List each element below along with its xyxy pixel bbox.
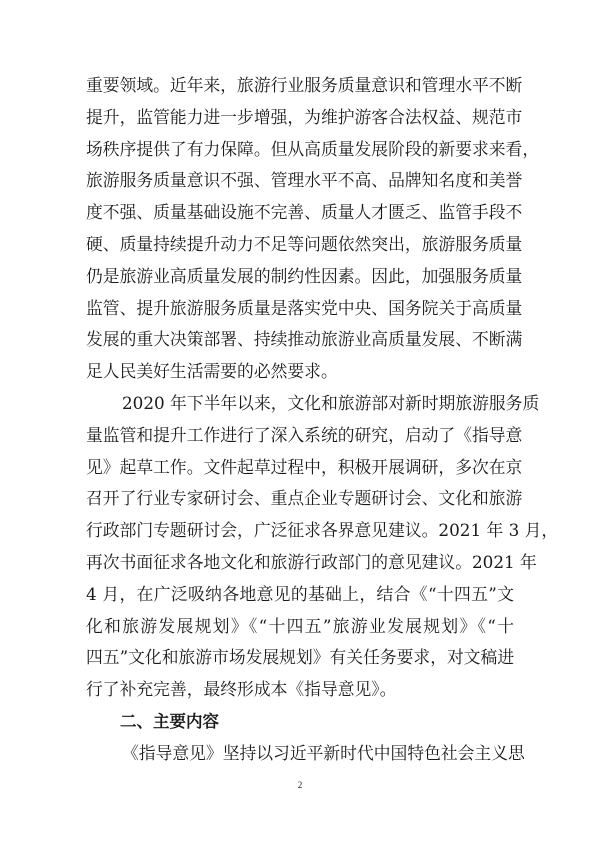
text-line: 4 月，在广泛吸纳各地意见的基础上，结合《“十四五”文 bbox=[86, 583, 514, 604]
text-line: 发展的重大决策部署、持续推动旅游业高质量发展、不断满 bbox=[86, 329, 523, 350]
text-line: 2020 年下半年以来，文化和旅游部对新时期旅游服务质 bbox=[122, 392, 540, 413]
text-line: 见》起草工作。文件起草过程中，积极开展调研，多次在京 bbox=[86, 456, 523, 477]
text-line: 行政部门专题研讨会，广泛征求各界意见建议。2021 年 3 月， bbox=[86, 520, 559, 541]
text-line: 旅游服务质量意识不强、管理水平不高、品牌知名度和美誉 bbox=[86, 170, 523, 191]
text-line: 《指导意见》坚持以习近平新时代中国特色社会主义思 bbox=[122, 742, 525, 763]
text-line: 量监管和提升工作进行了深入系统的研究，启动了《指导意 bbox=[86, 424, 523, 445]
text-line: 场秩序提供了有力保障。但从高质量发展阶段的新要求来看， bbox=[86, 138, 540, 159]
text-line: 度不强、质量基础设施不完善、质量人才匮乏、监管手段不 bbox=[86, 202, 523, 223]
section-heading: 二、主要内容 bbox=[120, 711, 219, 731]
text-line: 提升，监管能力进一步增强，为维护游客合法权益、规范市 bbox=[86, 106, 523, 127]
text-line: 召开了行业专家研讨会、重点企业专题研讨会、文化和旅游 bbox=[86, 488, 523, 509]
body-text bbox=[86, 70, 559, 770]
text-line: 硬、质量持续提升动力不足等问题依然突出，旅游服务质量 bbox=[86, 233, 523, 254]
text-line: 四五”文化和旅游市场发展规划》有关任务要求，对文稿进 bbox=[86, 647, 515, 668]
text-line: 足人民美好生活需要的必然要求。 bbox=[86, 361, 338, 382]
text-line: 监管、提升旅游服务质量是落实党中央、国务院关于高质量 bbox=[86, 297, 523, 318]
text-line: 再次书面征求各地文化和旅游行政部门的意见建议。2021 年 bbox=[86, 551, 537, 572]
page-number: 2 bbox=[297, 780, 303, 790]
text-line: 仍是旅游业高质量发展的制约性因素。因此，加强服务质量 bbox=[86, 265, 523, 286]
text-line: 行了补充完善，最终形成本《指导意见》。 bbox=[86, 679, 397, 700]
text-line: 化和旅游发展规划》《“十四五”旅游业发展规划》《“十 bbox=[86, 615, 514, 636]
text-line: 重要领域。近年来，旅游行业服务质量意识和管理水平不断 bbox=[86, 75, 523, 95]
